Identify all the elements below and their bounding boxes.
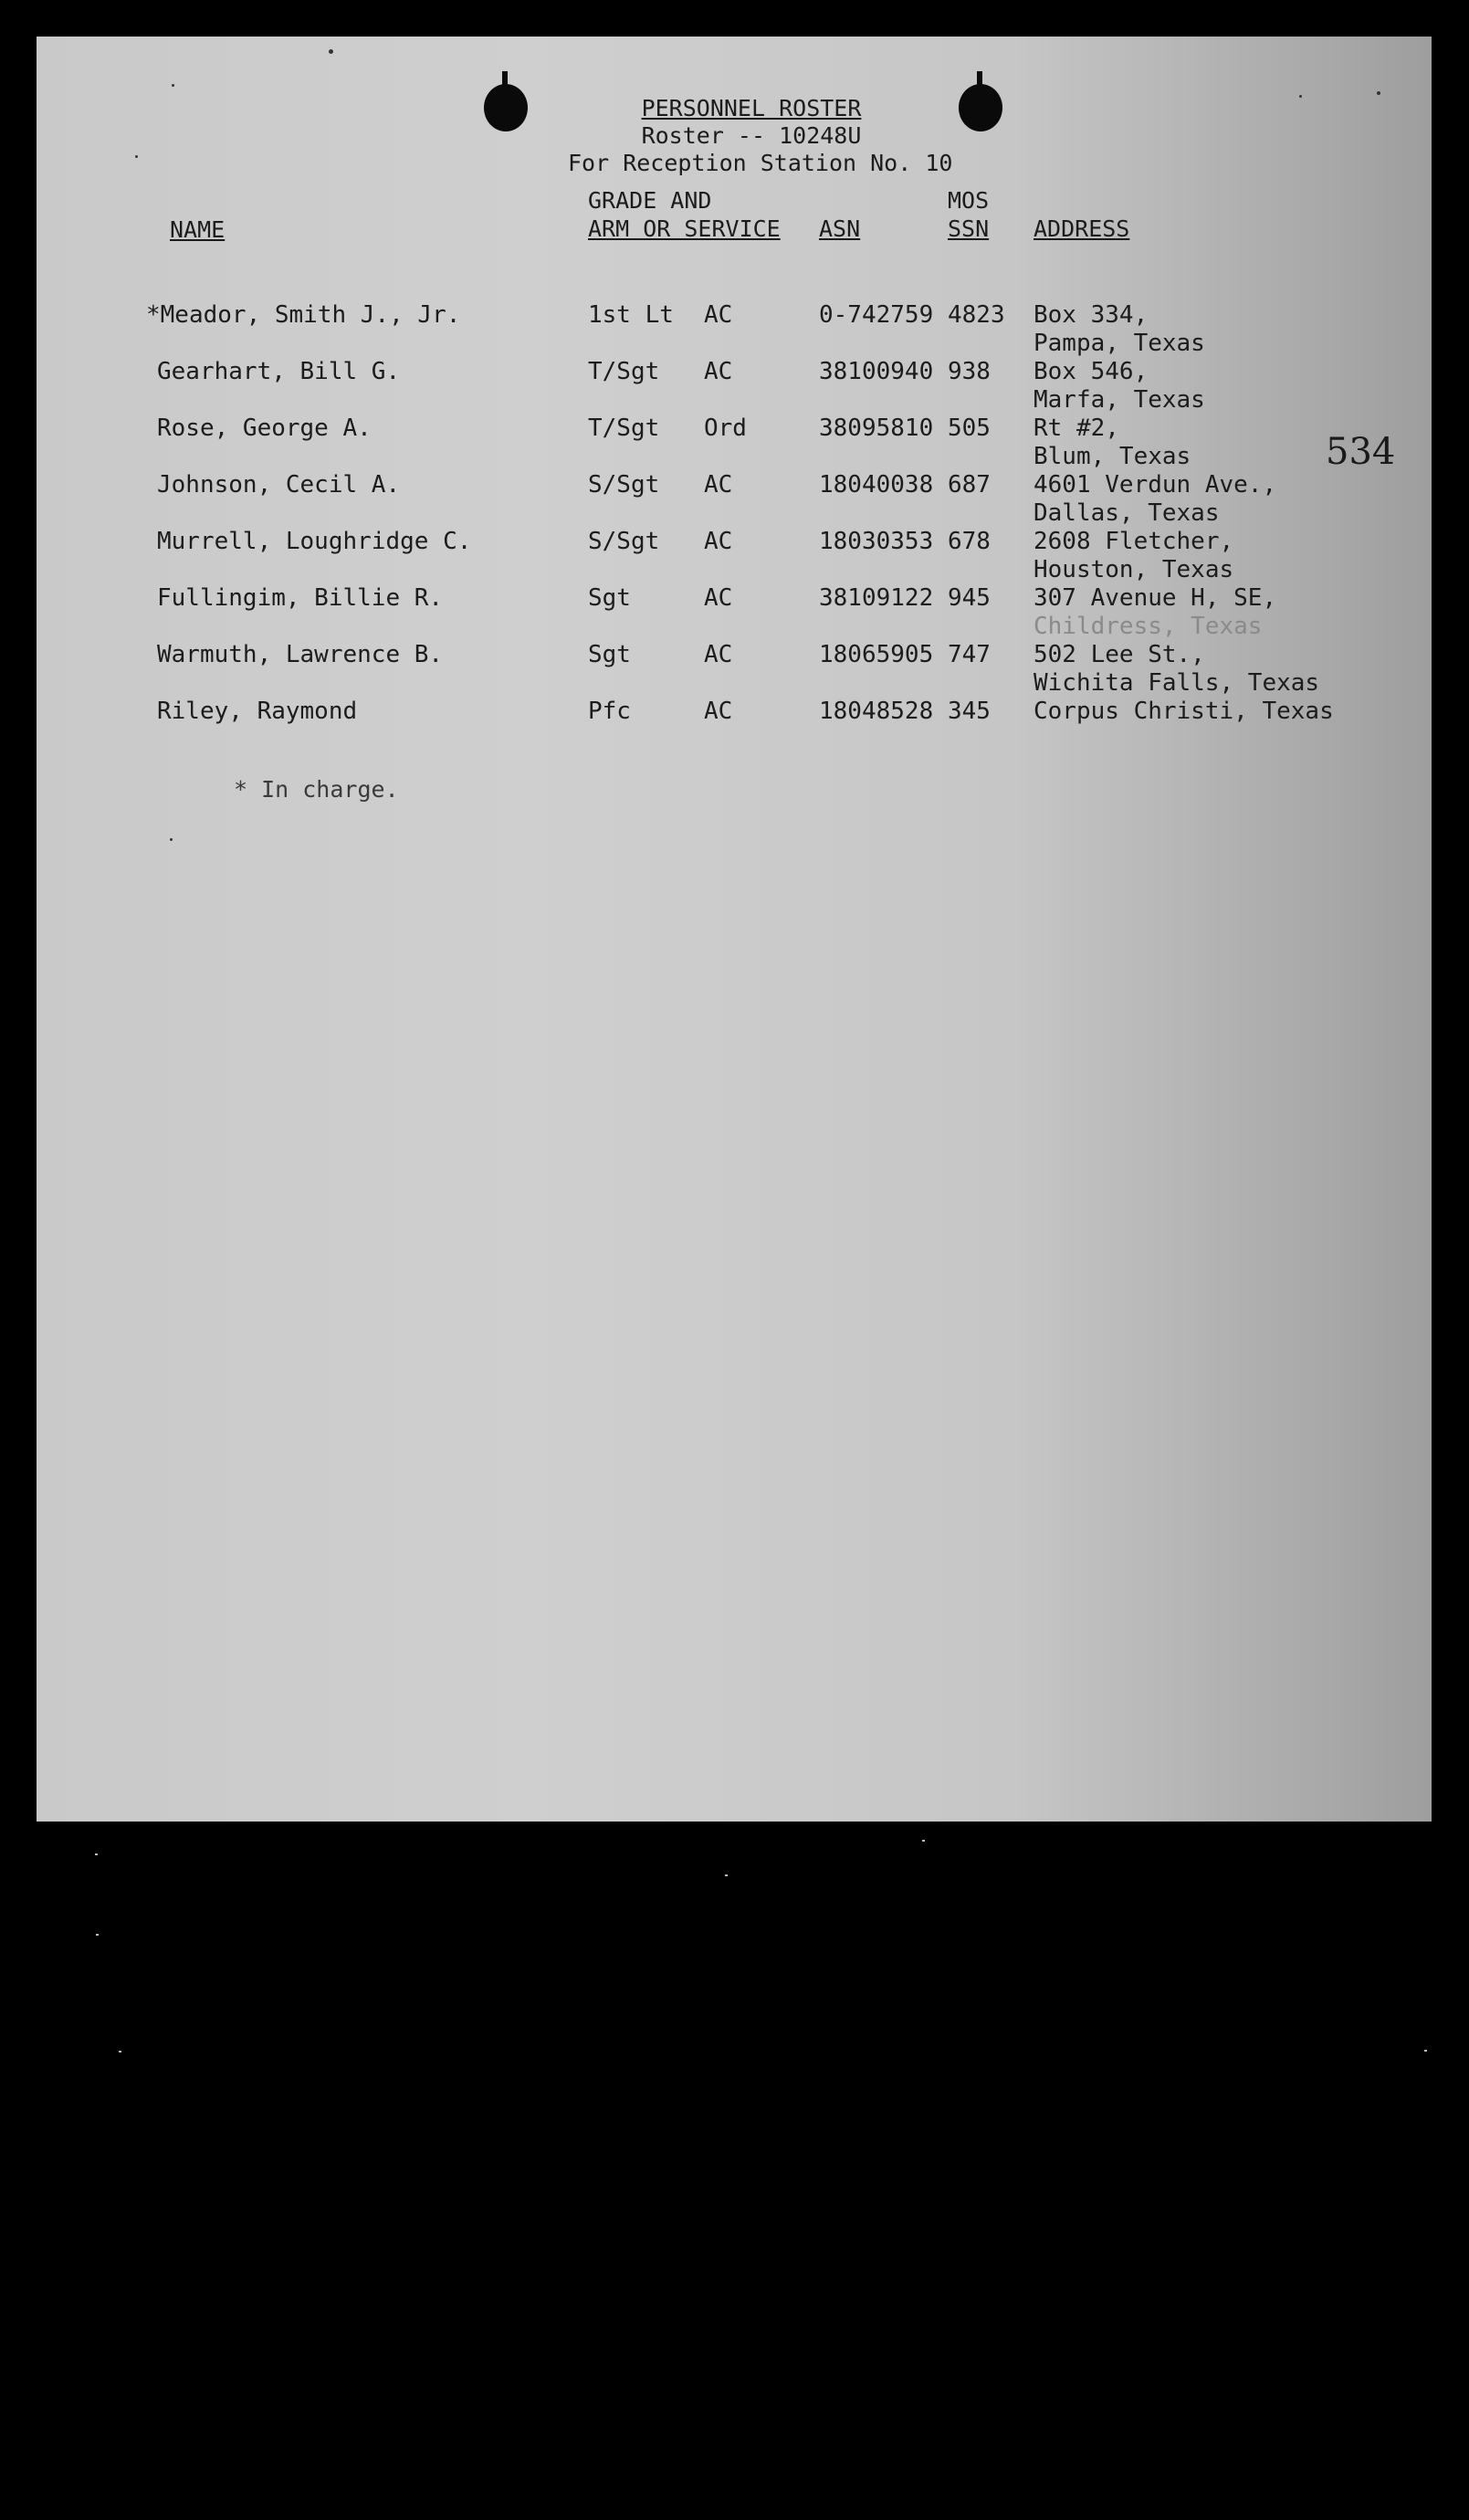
address-line-2: Blum, Texas [1034, 443, 1191, 470]
roster-number: Roster -- 10248U [641, 122, 862, 149]
cell-service: AC [704, 641, 733, 668]
table-row [37, 471, 1432, 528]
cell-grade: Pfc [588, 698, 631, 725]
cell-name: Gearhart, Bill G. [157, 358, 401, 385]
cell-grade: Sgt [588, 641, 631, 668]
address-line-2: Dallas, Texas [1034, 499, 1220, 527]
cell-grade: S/Sgt [588, 528, 660, 555]
document-title: PERSONNEL ROSTER [641, 95, 862, 121]
cell-name: Warmuth, Lawrence B. [157, 641, 444, 668]
column-header-grade: GRADE AND ARM OR SERVICE [588, 187, 781, 242]
page-number: 534 [1326, 431, 1396, 473]
cell-address [1034, 584, 1276, 641]
cell-asn: 38109122 [819, 584, 934, 612]
speck [922, 1840, 925, 1842]
address-line-2: Wichita Falls, Texas [1034, 669, 1320, 697]
address-line-1: Box 334, [1034, 301, 1149, 329]
cell-address [1034, 415, 1191, 471]
cell-mos: 678 [948, 528, 991, 555]
address-line-2: Houston, Texas [1034, 556, 1234, 583]
cell-name: Fullingim, Billie R. [157, 584, 444, 612]
speck [119, 2051, 121, 2053]
address-line-2: Pampa, Texas [1034, 330, 1205, 357]
cell-grade: 1st Lt [588, 301, 674, 329]
cell-service: AC [704, 358, 733, 385]
cell-name: *Meador, Smith J., Jr. [146, 301, 461, 329]
table-row [37, 528, 1432, 584]
address-line-2: Childress, Texas [1034, 613, 1263, 640]
cell-service: AC [704, 301, 733, 329]
speck [1377, 91, 1380, 95]
speck [172, 84, 174, 87]
table-row [37, 358, 1432, 415]
cell-mos: 345 [948, 698, 991, 725]
cell-grade: S/Sgt [588, 471, 660, 499]
cell-service: AC [704, 584, 733, 612]
cell-address [1034, 358, 1205, 415]
cell-name: Johnson, Cecil A. [157, 471, 401, 499]
cell-asn: 38100940 [819, 358, 934, 385]
cell-address [1034, 698, 1334, 726]
speck [725, 1874, 728, 1876]
column-header-asn: ASN [819, 215, 861, 242]
cell-mos: 4823 [948, 301, 1005, 329]
cell-asn: 18040038 [819, 471, 934, 499]
table-row [37, 698, 1432, 754]
cell-service: AC [704, 471, 733, 499]
cell-mos: 747 [948, 641, 991, 668]
table-row [37, 584, 1432, 641]
address-line-1: Rt #2, [1034, 415, 1119, 442]
table-row [37, 415, 1432, 471]
address-line-1: 4601 Verdun Ave., [1034, 471, 1277, 499]
cell-asn: 18048528 [819, 698, 934, 725]
speck [329, 49, 333, 54]
speck [1299, 95, 1302, 98]
address-line-1: Corpus Christi, Texas [1034, 698, 1334, 725]
cell-mos: 938 [948, 358, 991, 385]
cell-grade: T/Sgt [588, 358, 660, 385]
cell-mos: 687 [948, 471, 991, 499]
cell-address [1034, 471, 1276, 528]
speck [135, 155, 138, 158]
punch-hole-left [484, 84, 528, 131]
cell-grade: Sgt [588, 584, 631, 612]
speck [1424, 2050, 1427, 2052]
footnote: * In charge. [234, 776, 399, 803]
column-header-mos: MOS SSN [948, 187, 990, 242]
cell-asn: 38095810 [819, 415, 934, 442]
cell-name: Riley, Raymond [157, 698, 358, 725]
cell-address [1034, 301, 1205, 358]
column-header-address: ADDRESS [1034, 215, 1130, 242]
address-line-1: 307 Avenue H, SE, [1034, 584, 1277, 612]
address-line-1: Box 546, [1034, 358, 1149, 385]
address-line-1: 502 Lee St., [1034, 641, 1205, 668]
table-row [37, 301, 1432, 358]
cell-mos: 505 [948, 415, 991, 442]
table-row [37, 641, 1432, 698]
address-line-1: 2608 Fletcher, [1034, 528, 1234, 555]
cell-address [1034, 641, 1319, 698]
reception-station: For Reception Station No. 10 [568, 150, 953, 176]
punch-hole-right [959, 84, 1002, 131]
cell-service: AC [704, 528, 733, 555]
cell-grade: T/Sgt [588, 415, 660, 442]
cell-name: Murrell, Loughridge C. [157, 528, 472, 555]
speck [170, 838, 173, 841]
cell-asn: 18030353 [819, 528, 934, 555]
cell-asn: 0-742759 [819, 301, 934, 329]
speck [96, 1934, 99, 1936]
cell-service: Ord [704, 415, 747, 442]
roster-page [37, 37, 1432, 1822]
column-header-name: NAME [170, 216, 226, 243]
speck [95, 1853, 98, 1855]
address-line-2: Marfa, Texas [1034, 386, 1205, 414]
cell-name: Rose, George A. [157, 415, 372, 442]
cell-address [1034, 528, 1233, 584]
cell-service: AC [704, 698, 733, 725]
cell-mos: 945 [948, 584, 991, 612]
cell-asn: 18065905 [819, 641, 934, 668]
